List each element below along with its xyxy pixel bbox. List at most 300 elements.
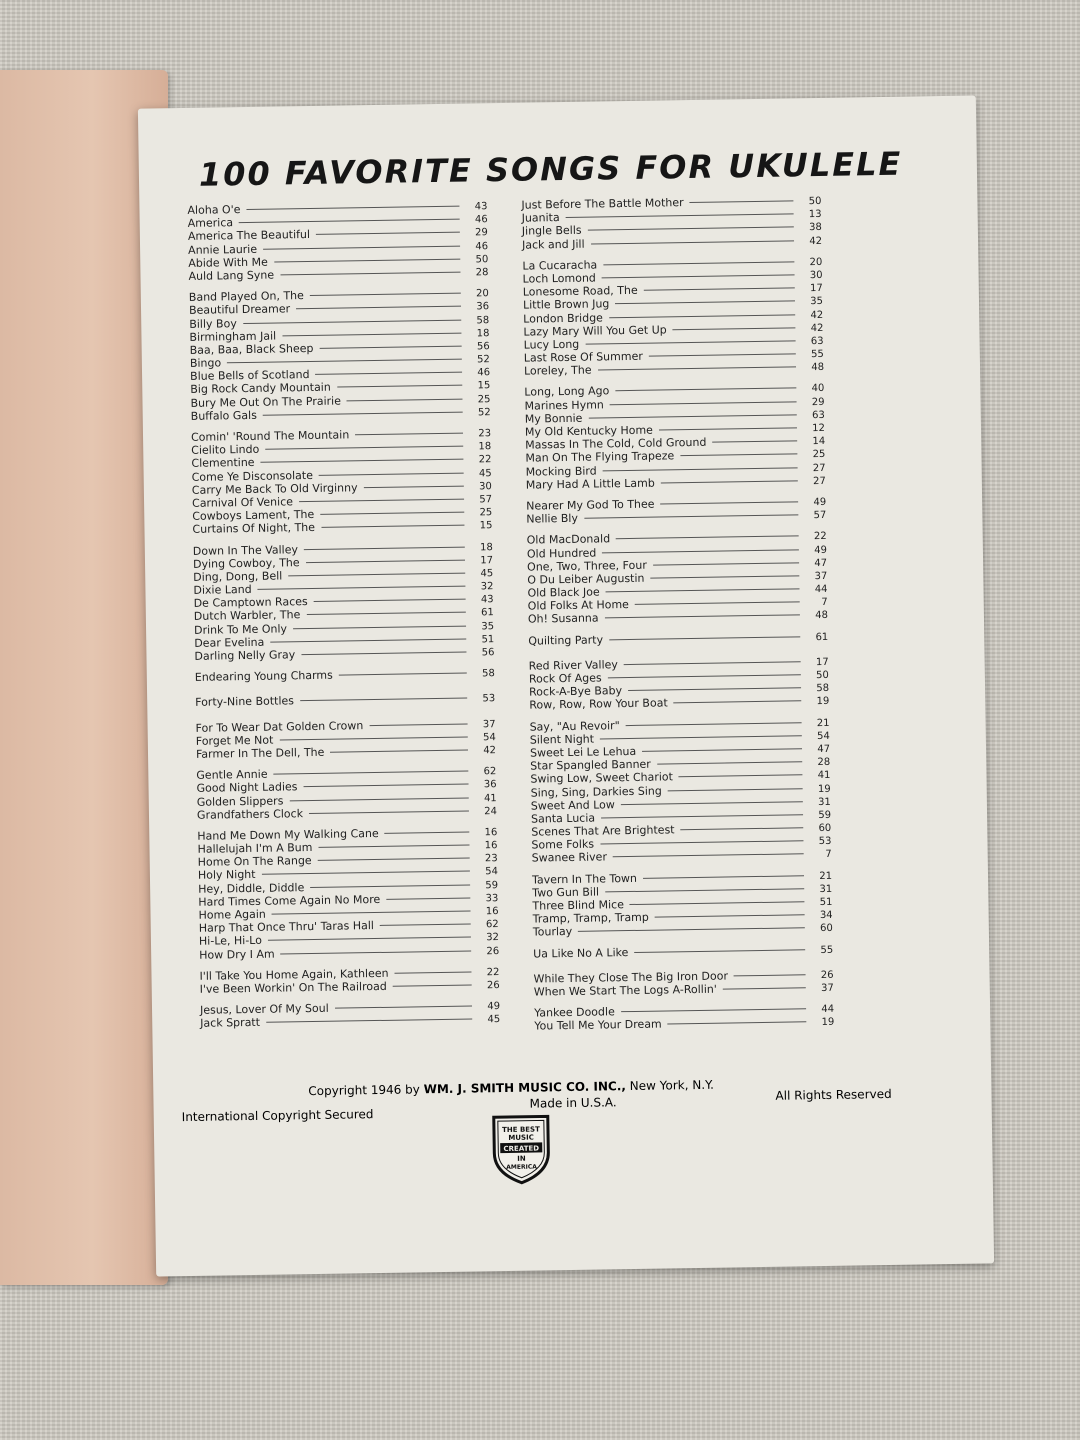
page-number: 50: [808, 195, 822, 208]
dot-leader: [624, 661, 801, 665]
dot-leader: [314, 599, 466, 602]
dot-leader: [318, 858, 470, 861]
song-title: Clementine: [191, 456, 255, 471]
dot-leader: [615, 301, 795, 305]
song-title: Santa Lucia: [530, 811, 596, 826]
song-title: Long, Long Ago: [524, 384, 610, 400]
dot-leader: [634, 949, 805, 953]
page-number: 47: [817, 743, 831, 755]
song-title: Holy Night: [197, 868, 256, 883]
dot-leader: [316, 232, 460, 235]
page-number: 23: [484, 853, 498, 865]
dot-leader: [274, 258, 460, 262]
song-entry: [195, 666, 495, 684]
song-title: Home On The Range: [197, 854, 312, 870]
dot-leader: [321, 525, 464, 528]
song-title: Grandfathers Clock: [196, 806, 304, 822]
dot-leader: [281, 950, 472, 954]
song-title: While They Close The Big Iron Door: [533, 969, 729, 986]
dot-leader: [364, 485, 464, 488]
song-group: [532, 868, 833, 939]
dot-leader: [578, 928, 805, 933]
song-title: Silent Night: [529, 732, 595, 747]
page-number: 41: [483, 792, 497, 804]
song-title: My Bonnie: [524, 411, 583, 426]
page-number: 19: [821, 1017, 835, 1029]
song-title: Lucy Long: [523, 337, 580, 352]
page-number: 20: [476, 288, 489, 300]
song-group: [187, 199, 488, 283]
dot-leader: [304, 546, 465, 550]
song-title: Baa, Baa, Black Sheep: [189, 341, 314, 357]
song-title: Say, "Au Revoir": [529, 718, 620, 734]
page-number: 13: [808, 209, 822, 221]
song-title: Loreley, The: [523, 363, 592, 378]
dot-leader: [642, 748, 802, 752]
page-number: 16: [485, 906, 499, 918]
page-number: 50: [816, 669, 829, 682]
song-title: Blue Bells of Scotland: [189, 368, 310, 384]
song-title: Nellie Bly: [526, 511, 579, 526]
page-number: 16: [484, 826, 498, 839]
page-number: 28: [475, 267, 489, 279]
song-title: Darling Nelly Gray: [194, 648, 296, 663]
song-title: Forty-Nine Bottles: [195, 694, 295, 710]
dot-leader: [668, 1022, 807, 1025]
song-title: Cielito Lindo: [191, 442, 260, 458]
page-number: 12: [812, 422, 826, 435]
page-number: 32: [480, 581, 494, 593]
dot-leader: [306, 559, 465, 563]
dot-leader: [262, 871, 470, 875]
page-number: 37: [482, 718, 496, 730]
song-title: Hey, Diddle, Diddle: [198, 880, 305, 896]
song-title: Row, Row, Row Your Boat: [529, 696, 668, 712]
song-title: Jack Spratt: [200, 1016, 261, 1031]
page-number: 51: [819, 896, 833, 909]
page-number: 49: [487, 1001, 501, 1013]
song-title: Ding, Dong, Bell: [193, 569, 283, 584]
song-title: La Cucaracha: [522, 258, 598, 273]
dot-leader: [616, 536, 799, 540]
dot-leader: [659, 427, 797, 430]
dot-leader: [601, 814, 803, 818]
song-title: Buffalo Gals: [190, 408, 257, 423]
song-title: Swing Low, Sweet Chariot: [530, 770, 674, 786]
song-title: Farmer In The Dell, The: [195, 745, 325, 761]
dot-leader: [279, 736, 467, 740]
song-title: When We Start The Logs A-Rollin': [533, 982, 717, 999]
dot-leader: [591, 240, 794, 244]
page-number: 37: [814, 570, 828, 582]
song-group: [197, 825, 499, 962]
dot-leader: [657, 761, 802, 764]
page-number: 35: [810, 296, 824, 308]
page-number: 17: [480, 554, 494, 567]
page-number: 57: [813, 510, 827, 522]
song-title: Carry Me Back To Old Virginny: [191, 481, 358, 497]
dot-leader: [386, 897, 470, 899]
dot-leader: [690, 200, 794, 203]
dot-leader: [600, 841, 803, 845]
song-title: Curtains Of Night, The: [192, 521, 316, 537]
dot-leader: [272, 911, 471, 915]
page-number: 41: [817, 770, 831, 782]
song-title: Dixie Land: [193, 582, 252, 597]
song-title: London Bridge: [523, 310, 604, 326]
song-group: [526, 495, 826, 526]
dot-leader: [320, 512, 464, 515]
page-number: 15: [479, 520, 493, 532]
song-title: Quilting Party: [528, 633, 604, 648]
song-title: Nearer My God To Thee: [526, 497, 655, 513]
page-number: 44: [821, 1003, 835, 1016]
song-title: Down In The Valley: [192, 542, 299, 558]
dot-leader: [319, 472, 464, 475]
dot-leader: [263, 245, 460, 249]
dot-leader: [643, 875, 804, 879]
page-number: 30: [479, 480, 492, 493]
song-title: Band Played On, The: [188, 289, 304, 305]
song-title: Harp That Once Thru' Taras Hall: [198, 919, 375, 935]
song-group: [524, 381, 826, 491]
song-group: [529, 655, 830, 712]
dot-leader: [355, 433, 463, 436]
song-title: Dutch Warbler, The: [193, 608, 301, 624]
dot-leader: [319, 345, 461, 348]
dot-leader: [584, 514, 798, 518]
song-title: Bingo: [189, 356, 222, 370]
page-number: 52: [477, 406, 491, 419]
page-number: 60: [820, 923, 833, 935]
song-title: Some Folks: [531, 837, 595, 852]
song-group: [522, 255, 824, 378]
song-title: Home Again: [198, 907, 266, 922]
song-title: Cowboys Lament, The: [192, 508, 315, 523]
dot-leader: [246, 206, 459, 210]
dot-leader: [300, 698, 467, 702]
page-number: 54: [485, 866, 499, 878]
song-group: [195, 691, 495, 709]
song-title: Good Night Ladies: [196, 780, 298, 796]
song-group: [527, 529, 828, 626]
all-rights-reserved: All Rights Reserved: [775, 1086, 892, 1103]
page-number: 32: [486, 932, 500, 944]
page-number: 52: [477, 354, 490, 366]
dot-leader: [299, 499, 464, 503]
dot-leader: [335, 1006, 472, 1009]
song-title: Lazy Mary Will You Get Up: [523, 323, 667, 339]
song-title: Comin' 'Round The Mountain: [190, 428, 350, 444]
song-title: Jesus, Lover Of My Soul: [199, 1001, 329, 1017]
publisher-name: WM. J. SMITH MUSIC CO. INC.,: [423, 1079, 627, 1097]
dot-leader: [274, 771, 469, 775]
page-number: 61: [481, 607, 494, 619]
page-number: 51: [481, 633, 495, 646]
page-number: 45: [487, 1014, 501, 1026]
song-title: Hallelujah I'm A Bum: [197, 841, 313, 856]
page-number: 47: [814, 557, 828, 569]
song-title: How Dry I Am: [199, 947, 275, 962]
page-number: 42: [809, 235, 823, 247]
song-group: [200, 999, 500, 1030]
song-entry: [528, 630, 828, 648]
page-number: 53: [482, 693, 496, 705]
page-number: 27: [812, 462, 826, 474]
page-number: 31: [818, 796, 831, 808]
dot-leader: [588, 414, 796, 418]
song-group: [533, 942, 833, 960]
page-number: 17: [809, 283, 823, 295]
page-number: 29: [475, 227, 488, 239]
page-number: 21: [816, 717, 830, 729]
song-title: Dying Cowboy, The: [192, 555, 300, 571]
page-number: 23: [478, 428, 492, 440]
booklet-page: [138, 95, 994, 1276]
dot-leader: [615, 388, 796, 392]
song-group: [199, 965, 499, 996]
song-title: Yankee Doodle: [534, 1005, 615, 1020]
dot-leader: [330, 749, 468, 752]
dot-leader: [261, 459, 464, 463]
page-number: 36: [476, 301, 490, 313]
dot-leader: [266, 1019, 472, 1023]
dot-leader: [655, 914, 805, 917]
page-number: 59: [818, 809, 832, 821]
song-title: Rock-A-Bye Baby: [528, 684, 623, 699]
page-number: 45: [478, 467, 492, 479]
song-title: You Tell Me Your Dream: [534, 1017, 662, 1033]
song-title: Sweet And Low: [530, 797, 615, 813]
dot-leader: [227, 359, 462, 364]
song-title: Come Ye Disconsolate: [191, 468, 314, 484]
song-group: [533, 968, 833, 999]
dot-leader: [393, 984, 472, 986]
song-title: Beautiful Dreamer: [188, 302, 291, 318]
song-title: Three Blind Mice: [532, 898, 625, 913]
dot-leader: [270, 638, 466, 642]
page-number: 16: [484, 840, 498, 852]
page-number: 17: [815, 656, 829, 668]
song-title: Tourlay: [532, 925, 573, 939]
song-entry: [195, 691, 495, 709]
song-title: Juanita: [521, 211, 560, 225]
page-number: 7: [825, 849, 832, 861]
page-number: 63: [810, 335, 824, 347]
page-number: 45: [480, 568, 494, 580]
publisher-location: New York, N.Y.: [629, 1077, 714, 1094]
song-title: Tavern In The Town: [531, 871, 638, 887]
dot-leader: [650, 575, 799, 578]
dot-leader: [681, 827, 804, 830]
page-number: 43: [474, 201, 488, 213]
song-title: Big Rock Candy Mountain: [190, 381, 331, 397]
song-title: Abide With Me: [188, 255, 268, 270]
dot-leader: [369, 723, 467, 726]
song-title: Old Black Joe: [527, 585, 600, 600]
dot-leader: [602, 549, 799, 553]
song-title: Old MacDonald: [526, 532, 611, 547]
page-number: 27: [812, 475, 826, 487]
page-number: 37: [820, 982, 834, 994]
page-number: 7: [821, 597, 828, 609]
dot-leader: [293, 625, 466, 629]
song-title: Hi-Le, Hi-Lo: [198, 934, 263, 949]
song-title: Red River Valley: [528, 657, 618, 673]
dot-leader: [603, 467, 798, 471]
song-title: O Du Leiber Augustin: [527, 571, 645, 587]
dot-leader: [395, 971, 472, 973]
page-title: 100 FAVORITE SONGS FOR UKULELE: [198, 144, 903, 194]
song-group: [193, 540, 495, 663]
song-title: Hand Me Down My Walking Cane: [197, 826, 379, 843]
page-number: 14: [812, 436, 826, 448]
song-title: Massas In The Cold, Cold Ground: [525, 435, 707, 452]
dot-leader: [712, 441, 797, 443]
song-title: Mocking Bird: [525, 464, 597, 479]
song-group: [530, 715, 832, 865]
dot-leader: [265, 446, 463, 450]
song-entry: [533, 942, 833, 960]
dot-leader: [310, 884, 470, 888]
page-number: 53: [818, 836, 832, 848]
page-number: 18: [478, 441, 492, 453]
svg-text:IN: IN: [517, 1154, 526, 1163]
page-number: 31: [819, 883, 833, 895]
song-group: [191, 426, 493, 536]
page-number: 40: [811, 383, 825, 395]
dot-leader: [282, 332, 461, 336]
page-number: 22: [813, 531, 827, 543]
dot-leader: [301, 652, 466, 656]
page-number: 24: [484, 805, 498, 817]
page-number: 48: [811, 362, 825, 374]
song-title: Jingle Bells: [521, 224, 582, 239]
dot-leader: [337, 385, 462, 388]
page-number: 15: [477, 380, 491, 392]
dot-leader: [600, 735, 802, 739]
dot-leader: [609, 314, 795, 318]
song-title: Aloha O'e: [187, 203, 241, 217]
song-title: Two Gun Bill: [532, 885, 600, 900]
page-number: 18: [479, 541, 493, 553]
dot-leader: [602, 274, 795, 278]
page-number: 26: [486, 945, 500, 957]
song-title: Oh! Susanna: [527, 611, 599, 627]
dot-leader: [660, 501, 798, 504]
page-number: 56: [481, 647, 495, 659]
dot-leader: [598, 367, 796, 371]
dot-leader: [628, 687, 801, 691]
page-number: 50: [475, 253, 489, 266]
page-number: 19: [817, 783, 831, 795]
dot-leader: [661, 480, 798, 483]
page-number: 18: [476, 327, 490, 340]
song-title: Forget Me Not: [195, 733, 274, 748]
page-number: 57: [479, 494, 493, 506]
international-copyright: International Copyright Secured: [181, 1107, 374, 1125]
song-title: Old Folks At Home: [527, 598, 629, 613]
dot-leader: [289, 797, 468, 801]
dot-leader: [674, 701, 802, 704]
page-number: 21: [819, 870, 833, 882]
song-group: [196, 717, 497, 761]
svg-text:AMERICA: AMERICA: [506, 1163, 537, 1171]
dot-leader: [673, 327, 796, 330]
dot-leader: [610, 401, 797, 405]
song-title: Annie Laurie: [188, 242, 258, 257]
page-number: 20: [809, 256, 823, 268]
song-title: Rock Of Ages: [528, 671, 602, 686]
page-number: 46: [474, 214, 488, 226]
song-title: Gentle Annie: [196, 767, 268, 782]
song-title: Marines Hymn: [524, 397, 604, 413]
dot-leader: [339, 673, 467, 676]
song-title: Carnival Of Venice: [191, 495, 294, 510]
page-number: 49: [814, 544, 827, 556]
made-in-usa: Made in U.S.A.: [529, 1095, 617, 1111]
dot-leader: [347, 398, 463, 401]
song-title: Last Rose Of Summer: [523, 349, 643, 365]
dot-leader: [315, 372, 462, 375]
song-column-right: [521, 194, 834, 1041]
page-number: 26: [820, 969, 834, 981]
dot-leader: [635, 602, 800, 606]
song-title: Old Hundred: [526, 546, 597, 561]
dot-leader: [668, 788, 803, 791]
song-title: Just Before The Battle Mother: [521, 196, 684, 212]
dot-leader: [385, 831, 470, 833]
dot-leader: [303, 784, 468, 788]
song-title: Birmingham Jail: [189, 329, 277, 344]
dot-leader: [605, 615, 800, 619]
page-number: 58: [481, 668, 495, 680]
dot-leader: [239, 219, 460, 223]
song-title: Bury Me Out On The Prairie: [190, 394, 342, 410]
song-title: Drink To Me Only: [193, 622, 288, 637]
svg-text:CREATED: CREATED: [503, 1144, 540, 1154]
page-number: 29: [811, 396, 825, 408]
song-column-left: [187, 199, 500, 1038]
dot-leader: [566, 214, 794, 219]
song-title: Billy Boy: [189, 316, 237, 331]
page-number: 46: [477, 367, 491, 379]
page-number: 44: [814, 583, 828, 596]
page-number: 19: [816, 696, 830, 708]
dot-leader: [243, 319, 461, 323]
page-number: 34: [819, 910, 833, 922]
dot-leader: [608, 674, 801, 678]
song-title: Star Spangled Banner: [530, 757, 651, 773]
song-title: Auld Lang Syne: [188, 268, 275, 283]
dot-leader: [626, 722, 802, 726]
page-number: 30: [809, 269, 823, 282]
song-title: Jack and Jill: [521, 237, 585, 252]
song-group: [534, 1002, 834, 1033]
page-number: 58: [476, 314, 490, 326]
svg-text:THE BEST: THE BEST: [502, 1125, 540, 1135]
song-title: Endearing Young Charms: [194, 668, 333, 685]
song-title: I'll Take You Home Again, Kathleen: [199, 966, 389, 983]
page-number: 28: [817, 756, 831, 769]
page-number: 59: [485, 879, 499, 891]
dot-leader: [630, 901, 805, 905]
dot-leader: [258, 586, 466, 590]
song-title: My Old Kentucky Home: [524, 423, 653, 439]
page-number: 54: [817, 730, 830, 742]
song-title: Loch Lomond: [522, 271, 596, 286]
dot-leader: [306, 612, 465, 616]
